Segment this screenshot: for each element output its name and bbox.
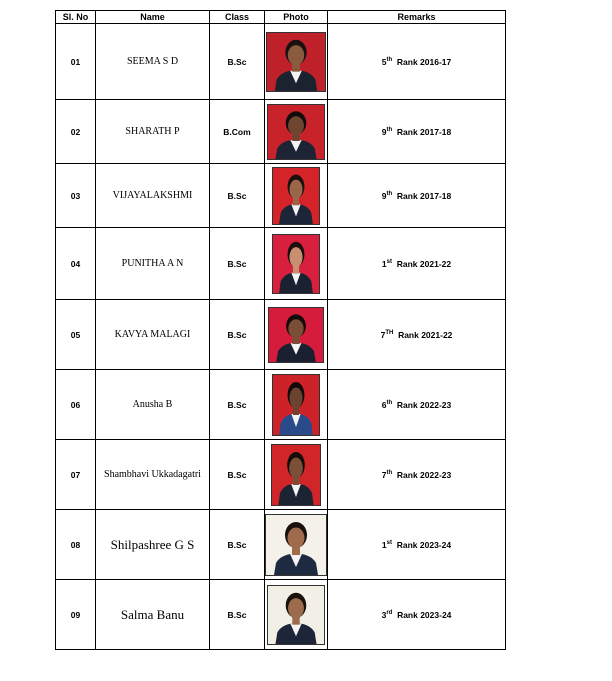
- rank-suffix: rd: [386, 609, 393, 616]
- table-row: [56, 510, 506, 580]
- student-name: PUNITHA A N: [96, 228, 210, 300]
- student-photo: [272, 234, 320, 294]
- photo-cell: [265, 24, 328, 100]
- serial-number: 05: [56, 300, 96, 370]
- rank-suffix: th: [386, 399, 393, 406]
- class-name: B.Sc: [210, 300, 265, 370]
- photo-cell: [265, 580, 328, 650]
- photo-cell: [265, 164, 328, 228]
- photo-cell: [265, 300, 328, 370]
- header-photo: Photo: [265, 11, 328, 24]
- remarks: [328, 164, 506, 228]
- serial-number: 09: [56, 580, 96, 650]
- table-row: [56, 164, 506, 228]
- remarks: [328, 228, 506, 300]
- rank-year: Rank 2017-18: [396, 126, 452, 137]
- serial-number: 02: [56, 100, 96, 164]
- rank-number: 1: [381, 258, 387, 269]
- rank-year: Rank 2023-24: [396, 539, 452, 550]
- class-name: B.Sc: [210, 24, 265, 100]
- class-name: B.Sc: [210, 440, 265, 510]
- table-row: [56, 440, 506, 510]
- table-row: [56, 370, 506, 440]
- rank-suffix: st: [386, 258, 392, 265]
- photo-cell: [265, 370, 328, 440]
- remarks: [328, 300, 506, 370]
- photo-cell: [265, 440, 328, 510]
- student-name: SHARATH P: [96, 100, 210, 164]
- header-remarks: Remarks: [328, 11, 506, 24]
- remarks: [328, 510, 506, 580]
- remarks: [328, 440, 506, 510]
- rank-suffix: TH: [385, 329, 394, 336]
- rank-number: 7: [381, 469, 387, 480]
- rank-suffix: th: [386, 469, 393, 476]
- student-photo: [265, 514, 327, 576]
- rank-number: 5: [381, 56, 387, 67]
- rank-holders-table: [55, 10, 506, 650]
- serial-number: 06: [56, 370, 96, 440]
- class-name: B.Sc: [210, 510, 265, 580]
- rank-year: Rank 2021-22: [396, 258, 452, 269]
- rank-number: 3: [381, 609, 387, 620]
- table-row: [56, 580, 506, 650]
- remarks: [328, 370, 506, 440]
- rank-suffix: st: [386, 539, 392, 546]
- student-photo: [272, 167, 320, 225]
- table-header-row: [56, 11, 506, 24]
- student-name: Anusha B: [96, 370, 210, 440]
- class-name: B.Sc: [210, 164, 265, 228]
- table-row: [56, 24, 506, 100]
- header-class: Class: [210, 11, 265, 24]
- rank-number: 7: [380, 329, 386, 340]
- header-name: Name: [96, 11, 210, 24]
- remarks: [328, 580, 506, 650]
- rank-suffix: th: [386, 56, 393, 63]
- table-row: [56, 228, 506, 300]
- rank-suffix: th: [386, 126, 393, 133]
- serial-number: 01: [56, 24, 96, 100]
- rank-year: Rank 2023-24: [397, 609, 452, 620]
- class-name: B.Sc: [210, 370, 265, 440]
- remarks: [328, 100, 506, 164]
- student-photo: [272, 374, 320, 436]
- rank-year: Rank 2022-23: [396, 399, 452, 410]
- header-sl-no: Sl. No: [56, 11, 96, 24]
- photo-cell: [265, 510, 328, 580]
- serial-number: 07: [56, 440, 96, 510]
- rank-year: Rank 2016-17: [396, 56, 452, 67]
- student-name: SEEMA S D: [96, 24, 210, 100]
- rank-number: 6: [381, 399, 387, 410]
- serial-number: 08: [56, 510, 96, 580]
- class-name: B.Sc: [210, 228, 265, 300]
- table-row: [56, 300, 506, 370]
- class-name: B.Sc: [210, 580, 265, 650]
- class-name: B.Com: [210, 100, 265, 164]
- student-name: Shilpashree G S: [96, 510, 210, 580]
- student-name: Shambhavi Ukkadagatri: [96, 440, 210, 510]
- photo-cell: [265, 100, 328, 164]
- rank-number: 9: [381, 126, 387, 137]
- student-photo: [268, 307, 324, 363]
- rank-suffix: th: [386, 190, 393, 197]
- student-name: Salma Banu: [96, 580, 210, 650]
- serial-number: 03: [56, 164, 96, 228]
- rank-number: 9: [381, 190, 387, 201]
- remarks: [328, 24, 506, 100]
- student-name: VIJAYALAKSHMI: [96, 164, 210, 228]
- rank-year: Rank 2021-22: [398, 329, 453, 340]
- student-name: KAVYA MALAGI: [96, 300, 210, 370]
- student-photo: [271, 444, 321, 506]
- student-photo: [267, 104, 325, 160]
- table-row: [56, 100, 506, 164]
- student-photo: [266, 32, 326, 92]
- rank-year: Rank 2022-23: [396, 469, 452, 480]
- photo-cell: [265, 228, 328, 300]
- rank-year: Rank 2017-18: [396, 190, 452, 201]
- serial-number: 04: [56, 228, 96, 300]
- student-photo: [267, 585, 325, 645]
- rank-number: 1: [381, 539, 387, 550]
